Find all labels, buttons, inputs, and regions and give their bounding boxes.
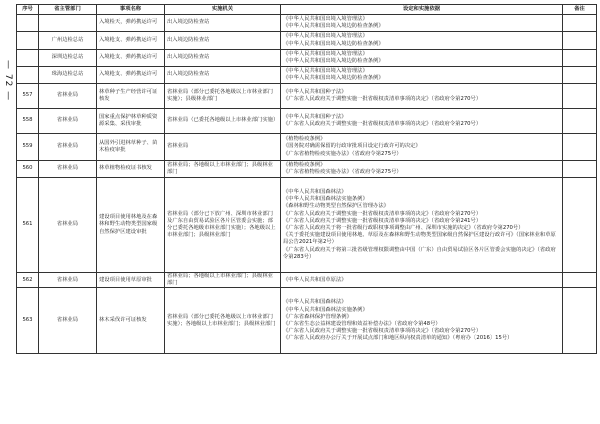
basis-line: 《中华人民共和国出境入境管理法》: [283, 50, 368, 57]
row-basis: [281, 288, 563, 354]
table-row: [17, 109, 597, 134]
basis-line: 《中华人民共和国种子法》: [283, 88, 347, 95]
row-item: 从国外引进林草种子、苗木检疫审批: [97, 134, 165, 161]
header-row: [17, 5, 597, 15]
row-item: 入境枪支、弹药携运许可: [97, 32, 165, 50]
basis-line: 《中华人民共和国出境入境边防检查条例》: [283, 58, 384, 64]
basis-line: 《广东省人民政府办公厅关于开展试点部门和地区纵向权责清单的通知》（粤府办〔2016〕15号）: [283, 335, 513, 342]
basis-line: 《广东省森林保护管理条例》: [283, 313, 352, 320]
row-dept: 省林业局: [39, 273, 97, 288]
header-basis: 设定和实施依据: [281, 5, 563, 15]
row-basis: [281, 67, 563, 84]
row-basis: [281, 109, 563, 134]
row-agency: 省林业局；各地级以上市林业部门；县级林业部门: [165, 161, 281, 178]
row-dept: 省林业局: [39, 161, 97, 178]
row-dept: 珠海边检总站: [39, 67, 97, 84]
row-basis: [281, 32, 563, 50]
basis-line: 《广东省生态公益林建设管理和效益补偿办法》（省政府令第48号）: [283, 320, 441, 327]
basis-line: 《中华人民共和国出境入境管理法》: [283, 15, 368, 22]
row-seq: [17, 50, 39, 67]
row-basis: [281, 50, 563, 67]
table-row: [17, 161, 597, 178]
basis-line: 《广东省人民政府关于调整实施一批省级权责清单事项的决定》（省政府令第270号）: [283, 96, 482, 102]
row-agency: 省林业局（部分已委托各地级以上市林业部门实施）；县级林业部门: [165, 84, 281, 109]
row-dept: 省林业局: [39, 109, 97, 134]
row-note: [563, 288, 597, 354]
row-basis: [281, 178, 563, 273]
header-seq: 序号: [17, 5, 39, 15]
row-basis: [281, 15, 563, 32]
basis-line: 《中华人民共和国出境入境管理法》: [283, 67, 368, 74]
table-row: [17, 32, 597, 50]
row-item: 入境枪支、弹药携运许可: [97, 67, 165, 84]
table-row: [17, 15, 597, 32]
row-seq: 562: [17, 273, 39, 288]
row-agency: 出入境边防检查站: [165, 50, 281, 67]
basis-line: 《广东省人民政府关于调整实施一批省级权责清单事项的决定》（省政府令第241号）: [283, 217, 482, 224]
row-basis: [281, 161, 563, 178]
row-note: [563, 15, 597, 32]
row-seq: [17, 67, 39, 84]
row-seq: 559: [17, 134, 39, 161]
table-row: [17, 50, 597, 67]
basis-line: 《关于委托实施建设项目使用林地、草原及在森林和野生动物类型国家级自然保护区建设行政许可》（国家林业和草原局公告2021年第2号）: [283, 232, 556, 246]
row-note: [563, 109, 597, 134]
basis-line: 《广东省植物检疫实施办法》（省政府令第275号）: [283, 150, 402, 157]
basis-line: 《广东省人民政府关于调整实施一批省级权责清单事项的决定》（省政府令第270号）: [283, 328, 482, 335]
basis-line: 《中华人民共和国出境入境边防检查条例》: [283, 40, 384, 47]
row-dept: 深圳边检总站: [39, 50, 97, 67]
basis-line: 《植物检疫条例》: [283, 136, 326, 143]
basis-line: 《广东省人民政府关于将第三批省级管理权限调整由中国（广东）自由贸易试验区各片区管委会实施的决定》（省政府令第283号）: [283, 246, 556, 260]
row-dept: [39, 15, 97, 32]
basis-line: 《中华人民共和国森林法》: [283, 299, 347, 306]
header-agency: 实施机关: [165, 5, 281, 15]
basis-line: 《中华人民共和国草原法》: [283, 276, 347, 283]
row-item: 入境枪支、弹药携运许可: [97, 50, 165, 67]
header-dept: 省主管部门: [39, 5, 97, 15]
table-row: [17, 67, 597, 84]
basis-line: 《中华人民共和国森林法实施条例》: [283, 306, 368, 313]
row-item: 国家重点保护林草种质资源采集、采伐审批: [97, 109, 165, 134]
row-seq: 557: [17, 84, 39, 109]
row-dept: 省林业局: [39, 84, 97, 109]
row-note: [563, 161, 597, 178]
row-agency: 出入境边防检查站: [165, 67, 281, 84]
row-agency: 省林业局: [165, 134, 281, 161]
row-note: [563, 84, 597, 109]
row-item: 建设项目使用林地及在森林和野生动物类型国家级自然保护区建设审批: [97, 178, 165, 273]
row-dept: 广州边检总站: [39, 32, 97, 50]
basis-line: 《中华人民共和国出境入境边防检查条例》: [283, 75, 384, 81]
header-item: 事项名称: [97, 5, 165, 15]
row-agency: 省林业局（部分已下放广州、深圳市林业部门及广东自由贸易试验区各片区管委会实施；部分已委托各地级市林业部门实施）；各地级以上市林业部门；县级林业部门: [165, 178, 281, 273]
row-note: [563, 50, 597, 67]
page-number: — 72 —: [3, 60, 13, 102]
basis-line: 《广东省人民政府关于调整实施一批省级权责清单事项的决定》（省政府令第270号）: [283, 210, 482, 217]
row-seq: 558: [17, 109, 39, 134]
row-dept: 省林业局: [39, 134, 97, 161]
header-note: 备注: [563, 5, 597, 15]
basis-line: 《森林和野生动物类型自然保护区管理办法》: [283, 203, 389, 210]
basis-line: 《广东省人民政府关于将一批省级行政职权事项调整由广州、深圳市实施的决定》（省政府令第270号）: [283, 225, 524, 231]
row-agency: 省林业局；各地级以上市林业部门；县级林业部门: [165, 273, 281, 288]
table-row: [17, 84, 597, 109]
basis-line: 《植物检疫条例》: [283, 161, 326, 168]
row-dept: 省林业局: [39, 178, 97, 273]
row-agency: 出入境边防检查站: [165, 32, 281, 50]
row-seq: 563: [17, 288, 39, 354]
row-basis: [281, 273, 563, 288]
basis-line: 《广东省人民政府关于调整实施一批省级权责清单事项的决定》（省政府令第270号）: [283, 121, 482, 127]
row-note: [563, 32, 597, 50]
basis-line: 《广东省植物检疫实施办法》（省政府令第275号）: [283, 169, 402, 175]
table-row: [17, 288, 597, 354]
row-seq: 561: [17, 178, 39, 273]
row-agency: 省林业局（已委托各地级以上市林业部门实施）: [165, 109, 281, 134]
basis-line: 《中华人民共和国种子法》: [283, 113, 347, 120]
row-dept: 省林业局: [39, 288, 97, 354]
permits-table: [16, 4, 597, 354]
row-note: [563, 134, 597, 161]
basis-line: 《国务院对确需保留的行政审批项目设定行政许可的决定》: [283, 143, 421, 150]
row-note: [563, 178, 597, 273]
row-note: [563, 67, 597, 84]
row-agency: 省林业局（部分已委托各地级以上市林业部门实施）；各地级以上市林业部门；县级林业部门: [165, 288, 281, 354]
row-agency: 出入境边防检查站: [165, 15, 281, 32]
row-item: 建设项目使用草原审批: [97, 273, 165, 288]
basis-line: 《中华人民共和国森林法》: [283, 188, 347, 195]
table-body: [17, 15, 597, 354]
table-row: [17, 273, 597, 288]
row-note: [563, 273, 597, 288]
row-basis: [281, 134, 563, 161]
row-item: 林草种子生产经营许可证核发: [97, 84, 165, 109]
row-basis: [281, 84, 563, 109]
row-seq: 560: [17, 161, 39, 178]
row-item: 入境检天，弹药携运许可: [97, 15, 165, 32]
basis-line: 《中华人民共和国出境入境管理法》: [283, 33, 368, 40]
row-item: 林木采伐许可证核发: [97, 288, 165, 354]
table-row: [17, 178, 597, 273]
table-row: [17, 134, 597, 161]
basis-line: 《中华人民共和国出境入境边防检查条例》: [283, 23, 384, 29]
row-item: 林草植物检疫证书核发: [97, 161, 165, 178]
basis-line: 《中华人民共和国森林法实施条例》: [283, 196, 368, 203]
row-seq: [17, 32, 39, 50]
row-seq: [17, 15, 39, 32]
